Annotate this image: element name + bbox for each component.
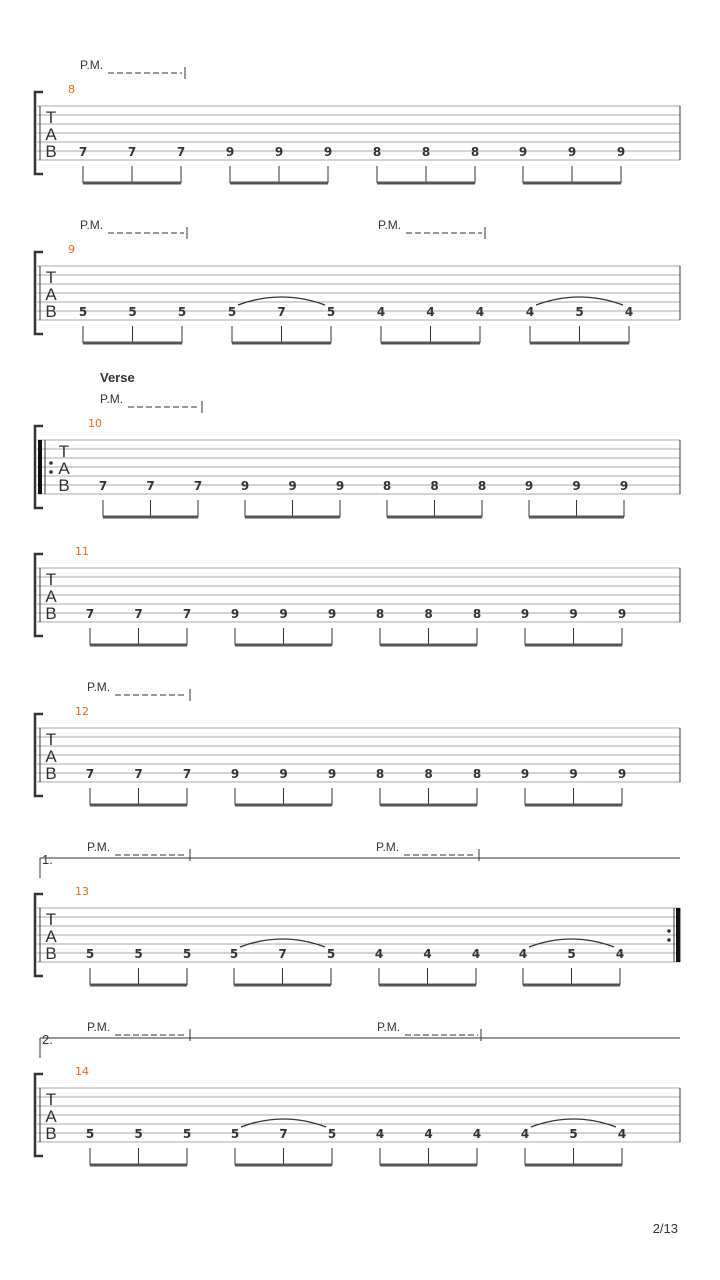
measure-number: 12 <box>75 705 89 718</box>
fret-number: 9 <box>279 607 288 621</box>
fret-number: 4 <box>615 947 625 961</box>
fret-number: 8 <box>472 767 482 781</box>
tab-clef-letter: T <box>58 442 70 461</box>
fret-number: 8 <box>424 607 433 621</box>
fret-number: 7 <box>182 767 192 781</box>
repeat-dot <box>667 929 671 933</box>
fret-number: 5 <box>177 305 187 319</box>
tab-system-13 <box>35 840 680 985</box>
fret-number: 9 <box>230 607 240 621</box>
measure-number: 9 <box>68 243 75 256</box>
fret-number: 7 <box>78 145 88 159</box>
fret-number: 5 <box>575 305 584 319</box>
tab-clef-letter: T <box>45 108 57 127</box>
fret-number: 8 <box>472 607 482 621</box>
fret-number: 4 <box>376 305 386 319</box>
tab-system-9 <box>35 218 680 343</box>
palm-mute-label: P.M. <box>87 1020 111 1034</box>
fret-number: 4 <box>525 305 535 319</box>
fret-number: 9 <box>572 479 581 493</box>
palm-mute-label: P.M. <box>87 680 111 694</box>
repeat-end-thick-bar <box>676 908 680 962</box>
fret-number: 5 <box>327 1127 337 1141</box>
fret-number: 7 <box>193 479 203 493</box>
slur <box>529 939 614 947</box>
tab-clef-letter: B <box>45 764 57 783</box>
palm-mute-label: P.M. <box>377 1020 401 1034</box>
fret-number: 9 <box>279 767 288 781</box>
fret-number: 5 <box>227 305 237 319</box>
slur <box>240 939 325 947</box>
tab-clef-letter: A <box>45 927 57 946</box>
tab-clef-letter: A <box>45 747 57 766</box>
tab-clef-letter: T <box>45 910 57 929</box>
fret-number: 9 <box>567 145 577 159</box>
tab-clef-letter: B <box>45 142 57 161</box>
fret-number: 4 <box>375 1127 385 1141</box>
measure-number: 11 <box>75 545 89 558</box>
fret-number: 4 <box>518 947 528 961</box>
fret-number: 4 <box>471 947 481 961</box>
tab-system-11 <box>35 545 680 645</box>
tab-clef-letter: A <box>45 125 57 144</box>
fret-number: 7 <box>278 947 287 961</box>
fret-number: 5 <box>326 947 336 961</box>
fret-number: 9 <box>524 479 534 493</box>
fret-number: 9 <box>617 767 627 781</box>
page-number: 2/13 <box>652 1221 678 1236</box>
fret-number: 4 <box>617 1127 627 1141</box>
section-label: Verse <box>100 370 135 385</box>
tab-clef-letter: A <box>58 459 70 478</box>
fret-number: 8 <box>382 479 392 493</box>
fret-number: 9 <box>335 479 345 493</box>
tab-system-14 <box>35 1020 680 1165</box>
tab-clef-letter: T <box>45 730 57 749</box>
fret-number: 9 <box>569 607 578 621</box>
fret-number: 4 <box>472 1127 482 1141</box>
fret-number: 4 <box>624 305 634 319</box>
fret-number: 7 <box>146 479 155 493</box>
fret-number: 8 <box>375 767 385 781</box>
fret-number: 5 <box>567 947 576 961</box>
repeat-dot <box>49 470 53 474</box>
tab-clef-letter: B <box>45 944 57 963</box>
palm-mute-label: P.M. <box>100 392 124 406</box>
palm-mute-label: P.M. <box>80 58 104 72</box>
fret-number: 7 <box>134 607 143 621</box>
fret-number: 5 <box>230 1127 240 1141</box>
tab-system-12 <box>35 680 680 805</box>
repeat-dot <box>49 461 53 465</box>
slur <box>536 297 623 305</box>
fret-number: 9 <box>230 767 240 781</box>
tab-clef-letter: T <box>45 570 57 589</box>
ending-number: 2. <box>42 1032 53 1047</box>
fret-number: 8 <box>424 767 433 781</box>
measure-number: 10 <box>88 417 102 430</box>
fret-number: 5 <box>326 305 336 319</box>
fret-number: 9 <box>569 767 578 781</box>
slur <box>238 297 325 305</box>
tab-clef-letter: A <box>45 1107 57 1126</box>
fret-number: 5 <box>569 1127 578 1141</box>
fret-number: 7 <box>182 607 192 621</box>
fret-number: 7 <box>85 767 95 781</box>
slur <box>531 1119 616 1127</box>
palm-mute-label: P.M. <box>376 840 400 854</box>
fret-number: 9 <box>225 145 235 159</box>
tab-clef-letter: T <box>45 268 57 287</box>
tab-clef-letter: B <box>45 302 57 321</box>
fret-number: 4 <box>426 305 435 319</box>
fret-number: 9 <box>619 479 629 493</box>
repeat-start-thick-bar <box>38 440 42 494</box>
ending-number: 1. <box>42 852 53 867</box>
fret-number: 9 <box>616 145 626 159</box>
tab-clef-letter: B <box>58 476 70 495</box>
fret-number: 9 <box>327 767 337 781</box>
fret-number: 7 <box>98 479 108 493</box>
fret-number: 4 <box>374 947 384 961</box>
fret-number: 4 <box>520 1127 530 1141</box>
tab-system-10 <box>35 370 680 517</box>
fret-number: 5 <box>78 305 88 319</box>
tab-clef-letter: A <box>45 285 57 304</box>
fret-number: 5 <box>229 947 239 961</box>
fret-number: 9 <box>327 607 337 621</box>
tab-clef-letter: B <box>45 604 57 623</box>
fret-number: 9 <box>240 479 250 493</box>
tab-clef-letter: T <box>45 1090 57 1109</box>
fret-number: 5 <box>182 947 192 961</box>
fret-number: 7 <box>127 145 137 159</box>
fret-number: 8 <box>430 479 439 493</box>
fret-number: 7 <box>134 767 143 781</box>
tab-clef-letter: A <box>45 587 57 606</box>
fret-number: 8 <box>421 145 431 159</box>
measure-number: 14 <box>75 1065 89 1078</box>
measure-number: 13 <box>75 885 89 898</box>
fret-number: 7 <box>85 607 95 621</box>
fret-number: 9 <box>288 479 297 493</box>
fret-number: 8 <box>375 607 385 621</box>
fret-number: 4 <box>424 1127 433 1141</box>
fret-number: 9 <box>520 767 530 781</box>
palm-mute-label: P.M. <box>378 218 402 232</box>
fret-number: 9 <box>323 145 333 159</box>
slur <box>241 1119 326 1127</box>
fret-number: 5 <box>128 305 137 319</box>
fret-number: 7 <box>279 1127 288 1141</box>
fret-number: 8 <box>470 145 480 159</box>
fret-number: 8 <box>477 479 487 493</box>
fret-number: 9 <box>518 145 528 159</box>
fret-number: 5 <box>85 947 95 961</box>
fret-number: 5 <box>85 1127 95 1141</box>
palm-mute-label: P.M. <box>80 218 104 232</box>
fret-number: 5 <box>134 947 143 961</box>
repeat-dot <box>667 938 671 942</box>
fret-number: 5 <box>182 1127 192 1141</box>
tab-clef-letter: B <box>45 1124 57 1143</box>
fret-number: 5 <box>134 1127 143 1141</box>
fret-number: 9 <box>617 607 627 621</box>
measure-number: 8 <box>68 83 75 96</box>
fret-number: 4 <box>423 947 432 961</box>
palm-mute-label: P.M. <box>87 840 111 854</box>
fret-number: 8 <box>372 145 382 159</box>
fret-number: 7 <box>277 305 286 319</box>
tab-system-8 <box>35 58 680 183</box>
fret-number: 9 <box>520 607 530 621</box>
fret-number: 4 <box>475 305 485 319</box>
fret-number: 9 <box>274 145 284 159</box>
fret-number: 7 <box>176 145 186 159</box>
